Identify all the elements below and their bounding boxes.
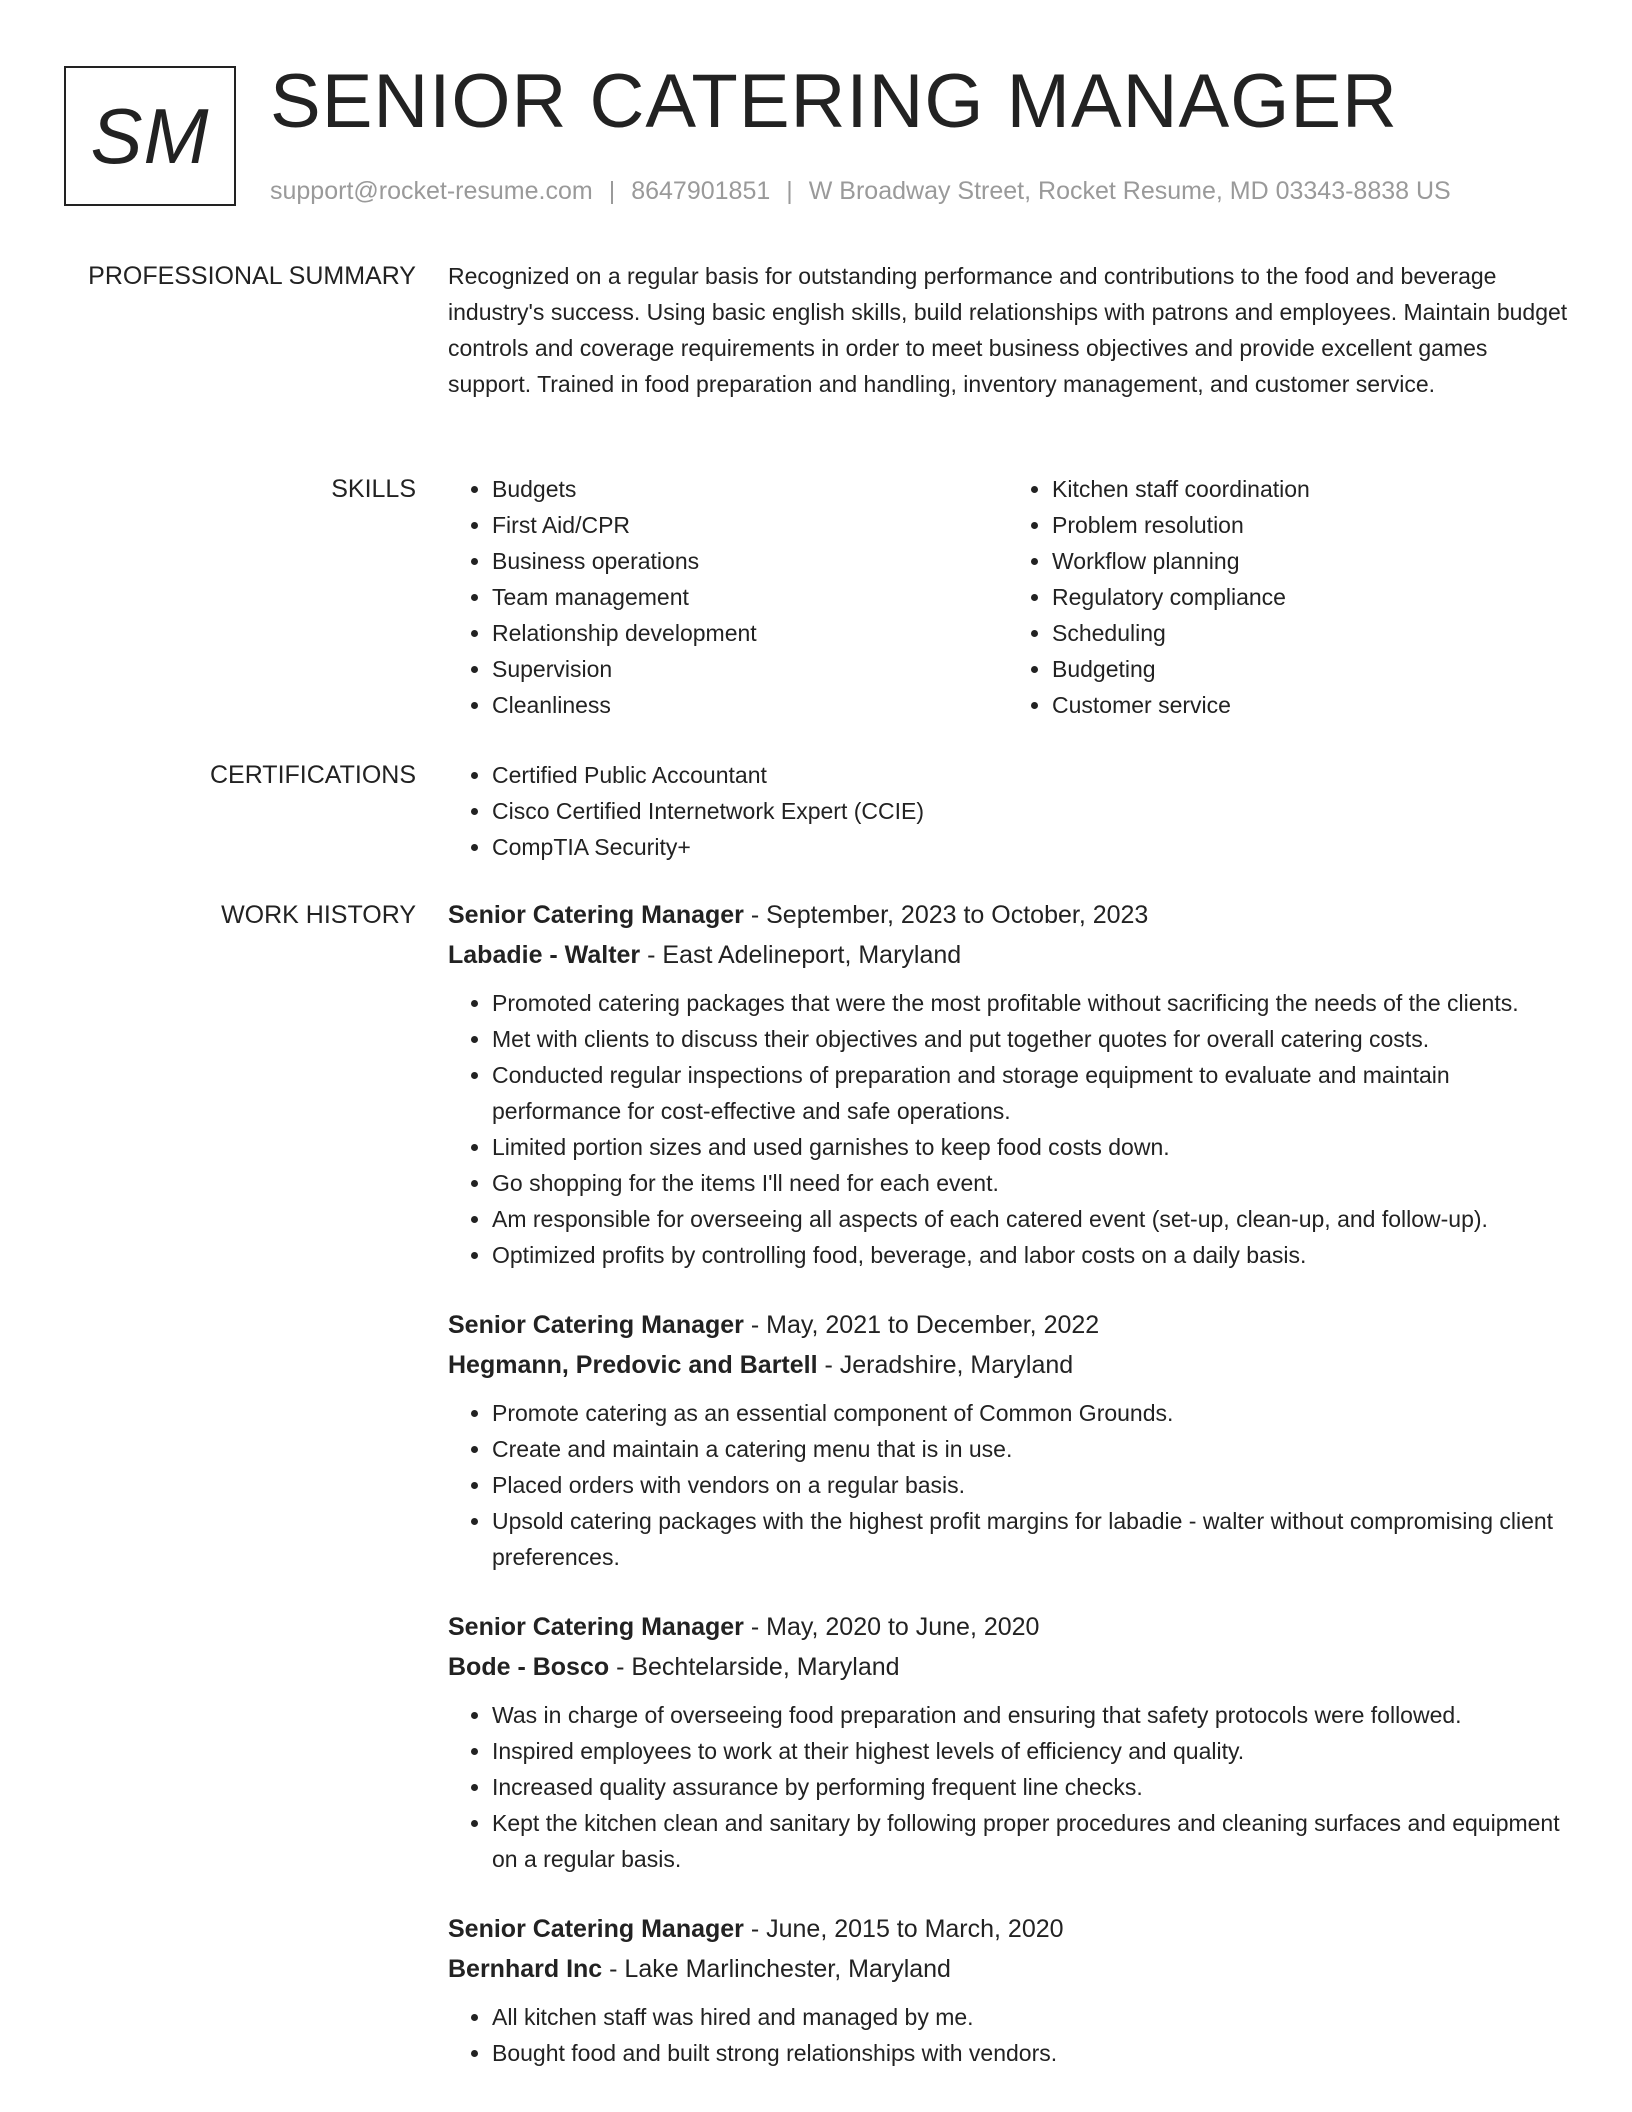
section-label-summary: PROFESSIONAL SUMMARY — [88, 262, 416, 290]
job-company-line — [448, 935, 1568, 975]
job-dates: - May, 2020 to June, 2020 — [743, 1613, 1040, 1641]
job-company: Bode - Bosco — [448, 1653, 610, 1681]
job-bullet: • All kitchen staff was hired and managed by me. — [492, 1999, 1568, 2035]
skill-item: • Kitchen staff coordination — [1052, 471, 1568, 507]
skill-item: • Workflow planning — [1052, 543, 1568, 579]
skill-item: • Cleanliness — [492, 687, 1008, 723]
job-company: Labadie - Walter — [448, 941, 641, 969]
job-bullet: • Conducted regular inspections of preparation and storage equipment to evaluate and maintain performance for cost-effective and safe operations. — [492, 1057, 1568, 1129]
job-title-line — [448, 1607, 1568, 1647]
certifications-list — [448, 757, 1568, 865]
skill-item: • Scheduling — [1052, 615, 1568, 651]
job-bullets — [448, 1697, 1568, 1877]
job-bullet: • Bought food and built strong relationships with vendors. — [492, 2035, 1568, 2071]
certifications-body — [448, 757, 1568, 865]
certification-item: • Cisco Certified Internetwork Expert (CCIE) — [492, 793, 1568, 829]
skill-item: • Relationship development — [492, 615, 1008, 651]
job-company-line — [448, 1647, 1568, 1687]
job-title: Senior Catering Manager — [448, 1311, 744, 1339]
job-bullet: • Promote catering as an essential component of Common Grounds. — [492, 1395, 1568, 1431]
job-entry — [448, 1909, 1568, 2071]
job-entry — [448, 1305, 1568, 1575]
job-bullets — [448, 985, 1568, 1273]
job-company-line — [448, 1949, 1568, 1989]
skills-body — [448, 471, 1568, 723]
section-label-work-history: WORK HISTORY — [221, 901, 416, 929]
job-bullet: • Was in charge of overseeing food preparation and ensuring that safety protocols were followed. — [492, 1697, 1568, 1733]
job-company: Bernhard Inc — [448, 1955, 603, 1983]
section-label-certifications: CERTIFICATIONS — [209, 761, 416, 789]
skills-right-list — [1008, 471, 1568, 723]
contact-phone: 8647901851 — [631, 177, 771, 205]
job-title: Senior Catering Manager — [448, 1613, 744, 1641]
contact-address: W Broadway Street, Rocket Resume, MD 03343-8838 US — [808, 177, 1451, 205]
job-bullet: • Met with clients to discuss their objectives and put together quotes for overall catering costs. — [492, 1021, 1568, 1057]
job-bullets — [448, 1395, 1568, 1575]
job-title-line — [448, 1305, 1568, 1345]
summary-body — [448, 258, 1568, 402]
job-bullet: • Inspired employees to work at their highest levels of efficiency and quality. — [492, 1733, 1568, 1769]
skill-item: • Team management — [492, 579, 1008, 615]
job-bullet: • Optimized profits by controlling food, beverage, and labor costs on a daily basis. — [492, 1237, 1568, 1273]
job-location: - East Adelineport, Maryland — [640, 941, 962, 969]
certification-item: • CompTIA Security+ — [492, 829, 1568, 865]
monogram-logo: SM — [64, 66, 236, 206]
job-bullet: • Increased quality assurance by performing frequent line checks. — [492, 1769, 1568, 1805]
job-title-line — [448, 1909, 1568, 1949]
contact-email: support@rocket-resume.com — [270, 177, 593, 205]
skills-left-list — [448, 471, 1008, 723]
job-bullet: • Limited portion sizes and used garnishes to keep food costs down. — [492, 1129, 1568, 1165]
skill-item: • Customer service — [1052, 687, 1568, 723]
job-dates: - September, 2023 to October, 2023 — [743, 901, 1149, 929]
contact-separator: | — [608, 177, 616, 205]
skill-item: • Problem resolution — [1052, 507, 1568, 543]
job-title: Senior Catering Manager — [448, 1915, 744, 1943]
job-location: - Jeradshire, Maryland — [817, 1351, 1074, 1379]
contact-separator: | — [786, 177, 793, 205]
skill-item: • Business operations — [492, 543, 1008, 579]
skill-item: • Budgets — [492, 471, 1008, 507]
job-company-line — [448, 1345, 1568, 1385]
contact-line — [270, 174, 1451, 208]
work-history-body — [448, 895, 1568, 2103]
job-bullets — [448, 1999, 1568, 2071]
section-label-skills: SKILLS — [331, 475, 416, 503]
summary-text: Recognized on a regular basis for outstanding performance and contributions to the food and beverage industry's success. Using basic english skills, build relationships with patrons and employees. Maintain budget controls and coverage requirements in order to meet business objectives and provide excellent games support. Trained in food preparation and handling, inventory management, and customer service. — [448, 263, 1568, 397]
job-location: - Bechtelarside, Maryland — [609, 1653, 900, 1681]
skill-item: • Budgeting — [1052, 651, 1568, 687]
resume-title: SENIOR CATERING MANAGER — [270, 59, 1398, 144]
job-entry — [448, 895, 1568, 1273]
skill-item: • Regulatory compliance — [1052, 579, 1568, 615]
job-bullet: • Am responsible for overseeing all aspects of each catered event (set-up, clean-up, and follow-up). — [492, 1201, 1568, 1237]
job-bullet: • Placed orders with vendors on a regular basis. — [492, 1467, 1568, 1503]
job-dates: - May, 2021 to December, 2022 — [743, 1311, 1100, 1339]
job-location: - Lake Marlinchester, Maryland — [602, 1955, 951, 1983]
job-company: Hegmann, Predovic and Bartell — [448, 1351, 818, 1379]
job-bullet: • Create and maintain a catering menu that is in use. — [492, 1431, 1568, 1467]
job-title-line — [448, 895, 1568, 935]
job-dates: - June, 2015 to March, 2020 — [743, 1915, 1064, 1943]
job-title: Senior Catering Manager — [448, 901, 744, 929]
job-bullet: • Upsold catering packages with the highest profit margins for labadie - walter without compromising client preferences. — [492, 1503, 1568, 1575]
skill-item: • Supervision — [492, 651, 1008, 687]
skill-item: • First Aid/CPR — [492, 507, 1008, 543]
job-entry — [448, 1607, 1568, 1877]
job-bullet: • Kept the kitchen clean and sanitary by following proper procedures and cleaning surfaces and equipment on a regular basis. — [492, 1805, 1568, 1877]
job-bullet: • Go shopping for the items I'll need for each event. — [492, 1165, 1568, 1201]
certification-item: • Certified Public Accountant — [492, 757, 1568, 793]
job-bullet: • Promoted catering packages that were the most profitable without sacrificing the needs of the clients. — [492, 985, 1568, 1021]
